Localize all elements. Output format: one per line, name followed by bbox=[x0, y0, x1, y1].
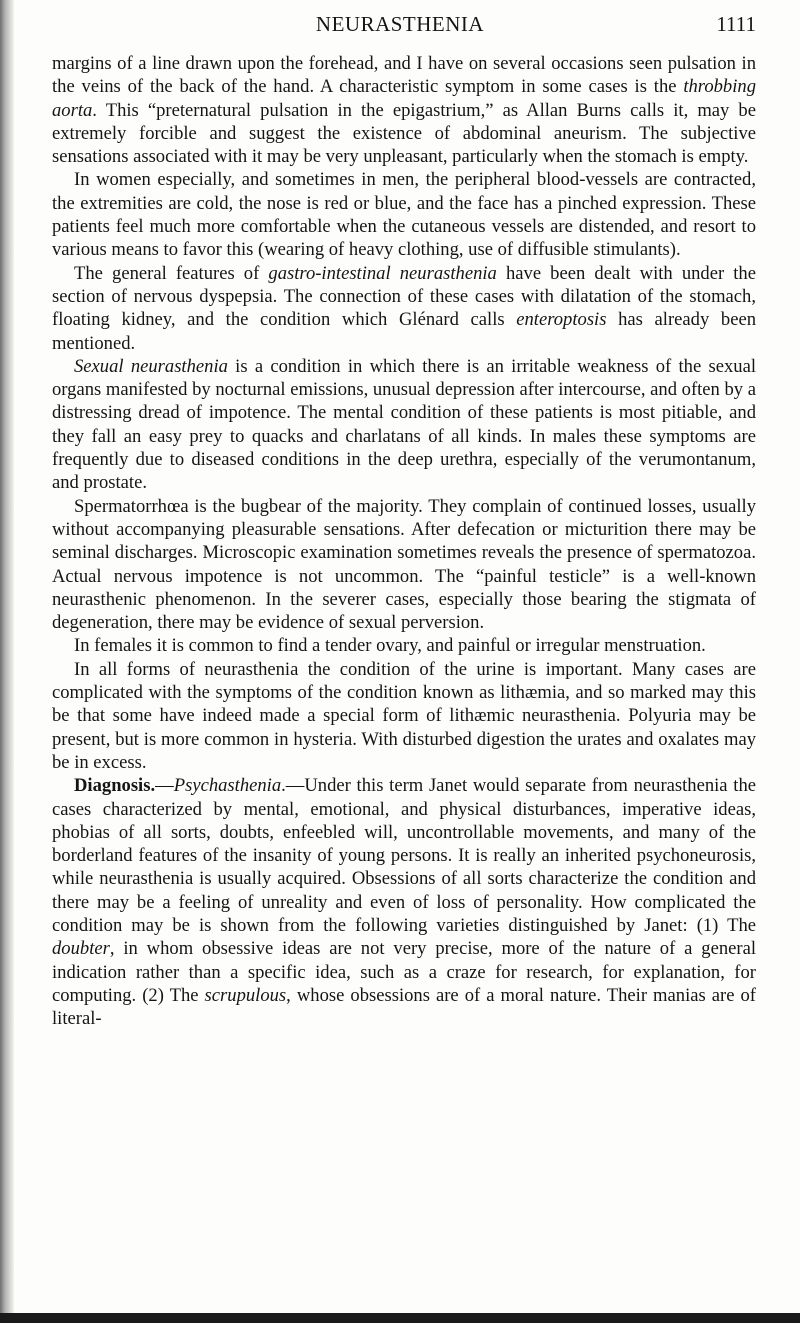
paragraph-p6 bbox=[52, 634, 756, 657]
paragraph-p2 bbox=[52, 168, 756, 261]
text-run: .—Under this term Janet would separate from neurasthenia the cases characterized by mental, emotional, and physical disturbances, imperative ideas, phobias of all sorts, doubts, enfeebled will, uncontrollable movements, and many of the borderland features of the insanity of young persons. It is really an inherited psychoneurosis, while neurasthenia is usually acquired. Obsessions of all sorts characterize the condition and there may be a feeling of unreality and even of loss of personality. How complicated the condition may be is shown from the following varieties distinguished by Janet: (1) The bbox=[52, 775, 756, 936]
section-heading: Diagnosis. bbox=[74, 775, 156, 797]
paragraph-p5 bbox=[52, 495, 756, 635]
text-run: have been dealt with under the section of nervous dyspepsia. The connection of these cases with dilatation of the stomach, floating kidney, and the condition which Glénard calls bbox=[52, 262, 756, 331]
italic-term: gastro-intestinal neurasthenia bbox=[268, 262, 497, 284]
italic-term: scrupulous bbox=[204, 984, 287, 1006]
text-run: has already been mentioned. bbox=[52, 309, 757, 354]
text-run: — bbox=[155, 775, 174, 797]
body-text bbox=[52, 52, 756, 1030]
italic-term: Psychasthenia bbox=[173, 775, 282, 797]
paragraph-p8 bbox=[52, 774, 756, 1030]
italic-term: doubter bbox=[52, 938, 110, 960]
bottom-edge-rule bbox=[0, 1313, 800, 1323]
italic-term: enteroptosis bbox=[516, 309, 607, 331]
paragraph-p4 bbox=[52, 355, 756, 495]
text-run: In women especially, and sometimes in men, the peripheral blood-vessels are contracted, the extremities are cold, the nose is red or blue, and the face has a pinched expression. These patients feel much more comfortable when the cutaneous vessels are distended, and resort to various means to favor this (wearing of heavy clothing, use of diffusible stimulants). bbox=[52, 169, 756, 261]
paragraph-p1 bbox=[52, 52, 756, 168]
text-run: In females it is common to find a tender ovary, and painful or irregular menstruation. bbox=[74, 635, 706, 657]
page-number: 1111 bbox=[716, 12, 756, 36]
paragraph-p3 bbox=[52, 262, 756, 355]
text-run: . This “preternatural pulsation in the epigastrium,” as Allan Burns calls it, may be extremely forcible and suggest the existence of abdominal aneurism. The subjective sensations associated with it may be very unpleasant, particularly when the stomach is empty. bbox=[52, 99, 756, 168]
italic-term: Sexual neurasthenia bbox=[74, 355, 228, 377]
text-run: In all forms of neurasthenia the condition of the urine is important. Many cases are complicated with the symptoms of the condition known as lithæmia, and so marked may this be that some have indeed made a special form of lithæmic neurasthenia. Polyuria may be present, but is more common in hysteria. With disturbed digestion the urates and oxalates may be in excess. bbox=[52, 658, 756, 773]
italic-term: throbbing aorta bbox=[52, 76, 756, 121]
text-run: , whose obsessions are of a moral nature. Their manias are of literal- bbox=[52, 984, 756, 1030]
text-run: The general features of bbox=[74, 262, 269, 284]
paragraph-p7 bbox=[52, 658, 756, 774]
text-run: , in whom obsessive ideas are not very precise, more of the nature of a general indication rather than a specific idea, such as a craze for research, for explanation, for computing. (2) The bbox=[52, 938, 756, 1006]
running-head: NEURASTHENIA bbox=[315, 12, 485, 36]
text-run: Spermatorrhœa is the bugbear of the majority. They complain of continued losses, usually without accompanying pleasurable sensations. After defecation or micturition there may be seminal discharges. Microscopic examination sometimes reveals the presence of spermatozoa. Actual nervous impotence is not uncommon. The “painful testicle” is a well-known neurasthenic phenomenon. In the severer cases, especially those bearing the stigmata of degeneration, there may be evidence of sexual perversion. bbox=[52, 495, 756, 634]
text-run: is a condition in which there is an irritable weakness of the sexual organs manifested by nocturnal emissions, unusual depression after intercourse, and often by a distressing dread of impotence. The mental condition of these patients is most pitiable, and they fall an easy prey to quacks and charlatans of all kinds. In males these symptoms are frequently due to diseased conditions in the deep urethra, especially of the verumontanum, and prostate. bbox=[52, 355, 756, 494]
binding-gutter-shadow bbox=[0, 0, 14, 1323]
text-run: margins of a line drawn upon the forehead, and I have on several occasions seen pulsation in the veins of the back of the hand. A characteristic symptom in some cases is the bbox=[52, 53, 756, 98]
page-header bbox=[0, 4, 800, 44]
